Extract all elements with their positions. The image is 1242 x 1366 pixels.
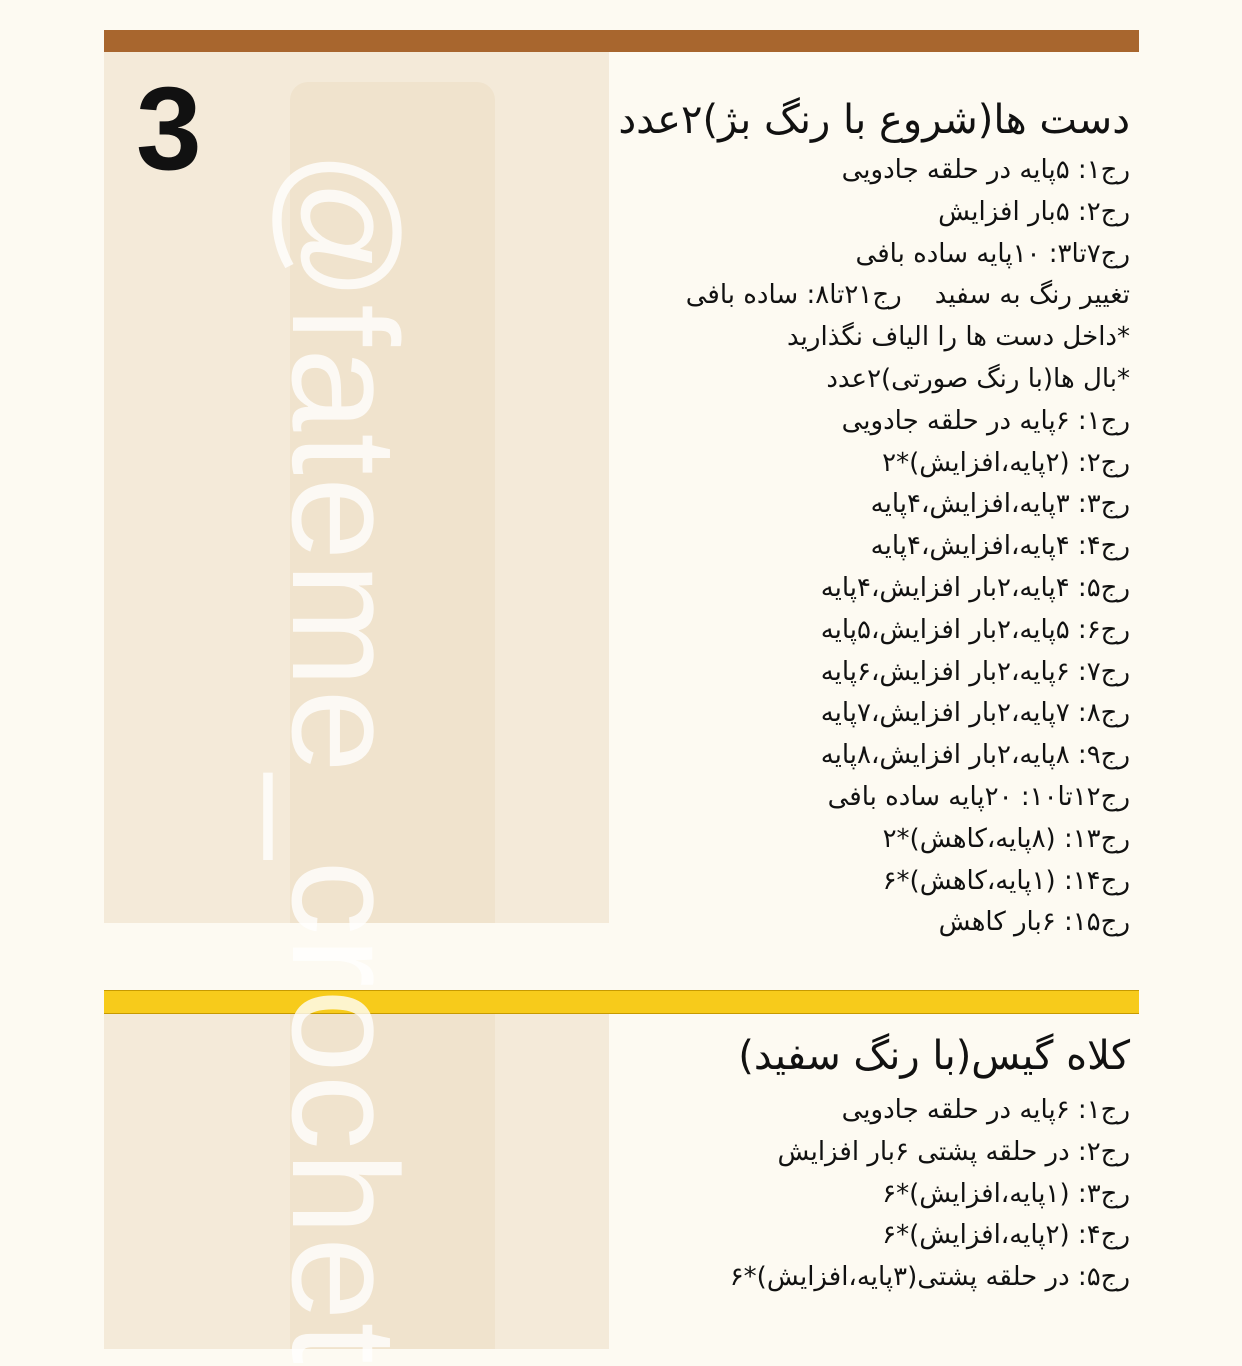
page-number: 3 xyxy=(136,63,202,195)
section-hands xyxy=(618,94,1130,944)
watermark: @fateme_crochet xyxy=(261,150,429,1366)
instruction-line: رج۱۴: (۱پایه،کاهش)*۶ xyxy=(882,865,1130,896)
instruction-note: *داخل دست ها را الیاف نگذارید xyxy=(787,322,1130,353)
instruction-line: رج۱: ۶پایه در حلقه جادویی xyxy=(841,405,1130,436)
instruction-line: رج۴: (۲پایه،افزایش)*۶ xyxy=(882,1220,1130,1251)
instruction-line: رج۱۳: (۸پایه،کاهش)*۲ xyxy=(882,823,1130,854)
instruction-line: رج۶: ۵پایه،۲بار افزایش،۵پایه xyxy=(820,614,1130,645)
instruction-line: تغییر رنگ به سفید رج۲۱تا۸: ساده بافی xyxy=(685,280,1130,311)
instruction-line: رج۴: ۴پایه،افزایش،۴پایه xyxy=(870,531,1130,562)
top-divider-bar xyxy=(104,30,1139,52)
instruction-line: رج۷: ۶پایه،۲بار افزایش،۶پایه xyxy=(820,656,1130,687)
instruction-line: رج۵: در حلقه پشتی(۳پایه،افزایش)*۶ xyxy=(729,1262,1130,1293)
instruction-line: رج۵: ۴پایه،۲بار افزایش،۴پایه xyxy=(820,572,1130,603)
instruction-line: رج۳: (۱پایه،افزایش)*۶ xyxy=(882,1178,1130,1209)
section-title: دست ها(شروع با رنگ بژ)۲عدد xyxy=(618,97,1130,143)
instruction-line: رج۱۵: ۶بار کاهش xyxy=(938,907,1130,938)
instruction-line: رج۱: ۶پایه در حلقه جادویی xyxy=(841,1095,1130,1125)
instruction-line: رج۳: ۳پایه،افزایش،۴پایه xyxy=(870,489,1130,520)
instruction-line: رج۹: ۸پایه،۲بار افزایش،۸پایه xyxy=(820,740,1130,771)
subsection-title: *بال ها(با رنگ صورتی)۲عدد xyxy=(826,363,1130,394)
instruction-line: رج۱۲تا۱۰: ۲۰پایه ساده بافی xyxy=(827,781,1130,812)
instruction-line: رج۷تا۳: ۱۰پایه ساده بافی xyxy=(855,238,1130,269)
section-wig xyxy=(730,1030,1130,1299)
instruction-line: رج۸: ۷پایه،۲بار افزایش،۷پایه xyxy=(820,698,1130,729)
instruction-line: رج۲: در حلقه پشتی ۶بار افزایش xyxy=(777,1136,1130,1167)
instruction-line: رج۱: ۵پایه در حلقه جادویی xyxy=(841,155,1130,185)
section-divider-bar xyxy=(104,990,1139,1014)
section-title: کلاه گیس(با رنگ سفید) xyxy=(738,1033,1130,1079)
instruction-line: رج۲: (۲پایه،افزایش)*۲ xyxy=(882,447,1130,478)
instruction-line: رج۲: ۵بار افزایش xyxy=(938,196,1130,227)
